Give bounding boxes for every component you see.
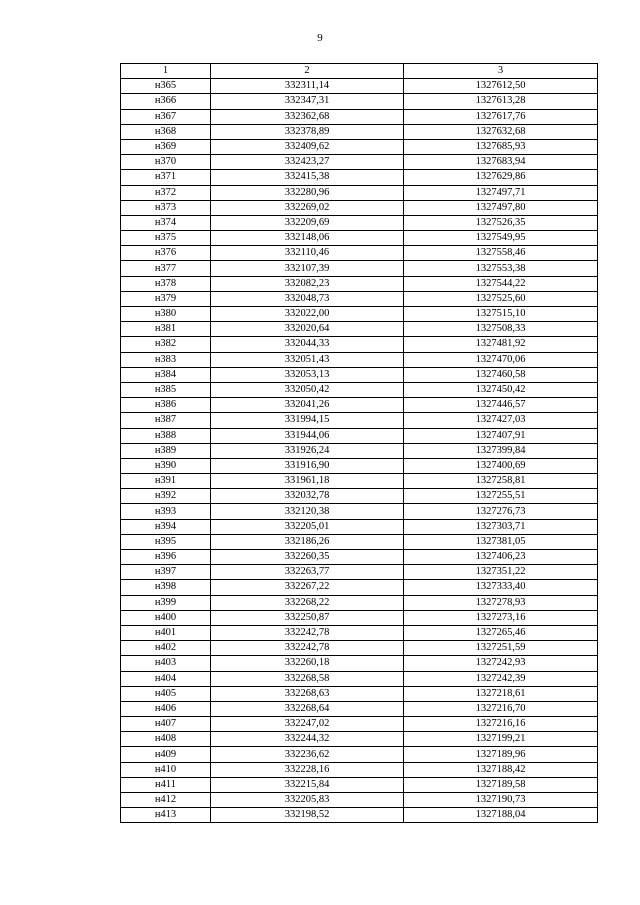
cell-x-coordinate: 332041,26 (211, 398, 404, 413)
cell-x-coordinate: 332268,22 (211, 595, 404, 610)
table-row (121, 139, 598, 154)
cell-x-coordinate: 332082,23 (211, 276, 404, 291)
cell-point-id: н377 (121, 261, 211, 276)
cell-point-id: н404 (121, 671, 211, 686)
cell-x-coordinate: 332378,89 (211, 124, 404, 139)
cell-x-coordinate: 332120,38 (211, 504, 404, 519)
cell-x-coordinate: 332269,02 (211, 200, 404, 215)
cell-y-coordinate: 1327242,93 (404, 656, 598, 671)
table-row (121, 109, 598, 124)
table-row (121, 261, 598, 276)
cell-x-coordinate: 332205,01 (211, 519, 404, 534)
cell-point-id: н393 (121, 504, 211, 519)
cell-y-coordinate: 1327399,84 (404, 443, 598, 458)
cell-y-coordinate: 1327400,69 (404, 458, 598, 473)
cell-point-id: н406 (121, 701, 211, 716)
cell-x-coordinate: 331926,24 (211, 443, 404, 458)
table-row (121, 94, 598, 109)
cell-x-coordinate: 332148,06 (211, 231, 404, 246)
coordinates-table (120, 63, 598, 823)
table-row (121, 534, 598, 549)
cell-point-id: н385 (121, 382, 211, 397)
cell-y-coordinate: 1327553,38 (404, 261, 598, 276)
table-row (121, 367, 598, 382)
table-row (121, 489, 598, 504)
cell-x-coordinate: 332242,78 (211, 625, 404, 640)
cell-y-coordinate: 1327276,73 (404, 504, 598, 519)
cell-point-id: н397 (121, 565, 211, 580)
cell-x-coordinate: 332263,77 (211, 565, 404, 580)
table-row (121, 686, 598, 701)
table-row (121, 155, 598, 170)
cell-x-coordinate: 332053,13 (211, 367, 404, 382)
cell-x-coordinate: 332250,87 (211, 610, 404, 625)
table-row (121, 337, 598, 352)
cell-y-coordinate: 1327199,21 (404, 732, 598, 747)
cell-x-coordinate: 332236,62 (211, 747, 404, 762)
cell-x-coordinate: 332260,35 (211, 550, 404, 565)
column-header-point: 1 (121, 64, 211, 79)
table-row (121, 413, 598, 428)
cell-x-coordinate: 332423,27 (211, 155, 404, 170)
cell-point-id: н398 (121, 580, 211, 595)
cell-x-coordinate: 332048,73 (211, 291, 404, 306)
cell-point-id: н369 (121, 139, 211, 154)
cell-point-id: н379 (121, 291, 211, 306)
cell-y-coordinate: 1327255,51 (404, 489, 598, 504)
cell-point-id: н413 (121, 808, 211, 823)
cell-x-coordinate: 332051,43 (211, 352, 404, 367)
cell-x-coordinate: 332244,32 (211, 732, 404, 747)
cell-y-coordinate: 1327258,81 (404, 474, 598, 489)
page-number: 9 (317, 32, 323, 44)
cell-x-coordinate: 332110,46 (211, 246, 404, 261)
cell-x-coordinate: 332268,58 (211, 671, 404, 686)
cell-point-id: н387 (121, 413, 211, 428)
cell-y-coordinate: 1327549,95 (404, 231, 598, 246)
cell-y-coordinate: 1327612,50 (404, 79, 598, 94)
table-row (121, 428, 598, 443)
cell-y-coordinate: 1327242,39 (404, 671, 598, 686)
table-row (121, 656, 598, 671)
cell-x-coordinate: 332247,02 (211, 717, 404, 732)
cell-point-id: н375 (121, 231, 211, 246)
table-row (121, 504, 598, 519)
cell-x-coordinate: 332205,83 (211, 793, 404, 808)
cell-point-id: н380 (121, 307, 211, 322)
cell-y-coordinate: 1327189,96 (404, 747, 598, 762)
cell-point-id: н373 (121, 200, 211, 215)
table-row (121, 291, 598, 306)
cell-x-coordinate: 332415,38 (211, 170, 404, 185)
table-row (121, 595, 598, 610)
cell-y-coordinate: 1327251,59 (404, 641, 598, 656)
table-row (121, 276, 598, 291)
cell-point-id: н405 (121, 686, 211, 701)
table-row (121, 747, 598, 762)
cell-y-coordinate: 1327351,22 (404, 565, 598, 580)
cell-point-id: н399 (121, 595, 211, 610)
cell-point-id: н384 (121, 367, 211, 382)
table-row (121, 398, 598, 413)
cell-y-coordinate: 1327481,92 (404, 337, 598, 352)
cell-y-coordinate: 1327497,71 (404, 185, 598, 200)
cell-y-coordinate: 1327632,68 (404, 124, 598, 139)
cell-y-coordinate: 1327470,06 (404, 352, 598, 367)
cell-y-coordinate: 1327617,76 (404, 109, 598, 124)
cell-x-coordinate: 332228,16 (211, 762, 404, 777)
cell-y-coordinate: 1327450,42 (404, 382, 598, 397)
cell-point-id: н412 (121, 793, 211, 808)
cell-x-coordinate: 332362,68 (211, 109, 404, 124)
cell-x-coordinate: 332268,64 (211, 701, 404, 716)
cell-x-coordinate: 332186,26 (211, 534, 404, 549)
cell-y-coordinate: 1327273,16 (404, 610, 598, 625)
cell-x-coordinate: 332409,62 (211, 139, 404, 154)
cell-y-coordinate: 1327265,46 (404, 625, 598, 640)
table-row (121, 79, 598, 94)
cell-x-coordinate: 332268,63 (211, 686, 404, 701)
cell-point-id: н388 (121, 428, 211, 443)
cell-y-coordinate: 1327407,91 (404, 428, 598, 443)
cell-point-id: н410 (121, 762, 211, 777)
cell-point-id: н367 (121, 109, 211, 124)
table-row (121, 458, 598, 473)
cell-point-id: н372 (121, 185, 211, 200)
cell-y-coordinate: 1327508,33 (404, 322, 598, 337)
table-row (121, 231, 598, 246)
table-row (121, 762, 598, 777)
table-row (121, 793, 598, 808)
cell-point-id: н365 (121, 79, 211, 94)
cell-y-coordinate: 1327188,04 (404, 808, 598, 823)
cell-y-coordinate: 1327406,23 (404, 550, 598, 565)
table-row (121, 215, 598, 230)
cell-y-coordinate: 1327333,40 (404, 580, 598, 595)
table-row (121, 808, 598, 823)
table-row (121, 519, 598, 534)
cell-y-coordinate: 1327216,16 (404, 717, 598, 732)
cell-x-coordinate: 332032,78 (211, 489, 404, 504)
cell-x-coordinate: 332022,00 (211, 307, 404, 322)
cell-point-id: н378 (121, 276, 211, 291)
cell-y-coordinate: 1327515,10 (404, 307, 598, 322)
cell-point-id: н370 (121, 155, 211, 170)
cell-y-coordinate: 1327685,93 (404, 139, 598, 154)
cell-x-coordinate: 332044,33 (211, 337, 404, 352)
cell-point-id: н401 (121, 625, 211, 640)
table-row (121, 124, 598, 139)
cell-point-id: н411 (121, 777, 211, 792)
column-header-x: 2 (211, 64, 404, 79)
cell-x-coordinate: 332311,14 (211, 79, 404, 94)
table-row (121, 474, 598, 489)
table-row (121, 732, 598, 747)
column-header-y: 3 (404, 64, 598, 79)
cell-y-coordinate: 1327613,28 (404, 94, 598, 109)
cell-y-coordinate: 1327278,93 (404, 595, 598, 610)
cell-point-id: н409 (121, 747, 211, 762)
table-row (121, 671, 598, 686)
cell-point-id: н386 (121, 398, 211, 413)
cell-y-coordinate: 1327218,61 (404, 686, 598, 701)
table-row (121, 200, 598, 215)
cell-y-coordinate: 1327629,86 (404, 170, 598, 185)
cell-x-coordinate: 332215,84 (211, 777, 404, 792)
cell-y-coordinate: 1327188,42 (404, 762, 598, 777)
cell-y-coordinate: 1327303,71 (404, 519, 598, 534)
cell-point-id: н394 (121, 519, 211, 534)
cell-y-coordinate: 1327381,05 (404, 534, 598, 549)
table-row (121, 610, 598, 625)
cell-point-id: н390 (121, 458, 211, 473)
cell-point-id: н383 (121, 352, 211, 367)
cell-x-coordinate: 332260,18 (211, 656, 404, 671)
cell-y-coordinate: 1327525,60 (404, 291, 598, 306)
cell-point-id: н381 (121, 322, 211, 337)
cell-point-id: н368 (121, 124, 211, 139)
table-row (121, 382, 598, 397)
cell-point-id: н376 (121, 246, 211, 261)
cell-point-id: н366 (121, 94, 211, 109)
cell-y-coordinate: 1327190,73 (404, 793, 598, 808)
table-row (121, 550, 598, 565)
cell-point-id: н407 (121, 717, 211, 732)
cell-point-id: н395 (121, 534, 211, 549)
cell-x-coordinate: 331961,18 (211, 474, 404, 489)
table-row (121, 580, 598, 595)
table-row (121, 777, 598, 792)
table-row (121, 322, 598, 337)
cell-x-coordinate: 332198,52 (211, 808, 404, 823)
cell-point-id: н402 (121, 641, 211, 656)
cell-y-coordinate: 1327683,94 (404, 155, 598, 170)
cell-y-coordinate: 1327558,46 (404, 246, 598, 261)
table-row (121, 641, 598, 656)
table-row (121, 246, 598, 261)
cell-x-coordinate: 332020,64 (211, 322, 404, 337)
table-row (121, 717, 598, 732)
cell-x-coordinate: 332242,78 (211, 641, 404, 656)
cell-x-coordinate: 332107,39 (211, 261, 404, 276)
cell-y-coordinate: 1327460,58 (404, 367, 598, 382)
cell-point-id: н408 (121, 732, 211, 747)
table-row (121, 170, 598, 185)
cell-point-id: н371 (121, 170, 211, 185)
cell-x-coordinate: 331994,15 (211, 413, 404, 428)
cell-y-coordinate: 1327544,22 (404, 276, 598, 291)
cell-point-id: н389 (121, 443, 211, 458)
table-row (121, 625, 598, 640)
header-row (121, 64, 598, 79)
table-row (121, 185, 598, 200)
cell-x-coordinate: 331916,90 (211, 458, 404, 473)
cell-y-coordinate: 1327427,03 (404, 413, 598, 428)
table-row (121, 352, 598, 367)
table-body (121, 79, 598, 823)
table-row (121, 701, 598, 716)
cell-y-coordinate: 1327497,80 (404, 200, 598, 215)
cell-x-coordinate: 331944,06 (211, 428, 404, 443)
table-row (121, 307, 598, 322)
cell-y-coordinate: 1327189,58 (404, 777, 598, 792)
cell-point-id: н396 (121, 550, 211, 565)
cell-x-coordinate: 332280,96 (211, 185, 404, 200)
cell-point-id: н382 (121, 337, 211, 352)
table-row (121, 565, 598, 580)
table-row (121, 443, 598, 458)
cell-x-coordinate: 332267,22 (211, 580, 404, 595)
cell-x-coordinate: 332347,31 (211, 94, 404, 109)
cell-point-id: н391 (121, 474, 211, 489)
cell-point-id: н403 (121, 656, 211, 671)
cell-y-coordinate: 1327446,57 (404, 398, 598, 413)
cell-x-coordinate: 332050,42 (211, 382, 404, 397)
cell-point-id: н374 (121, 215, 211, 230)
cell-point-id: н400 (121, 610, 211, 625)
cell-y-coordinate: 1327216,70 (404, 701, 598, 716)
cell-x-coordinate: 332209,69 (211, 215, 404, 230)
cell-y-coordinate: 1327526,35 (404, 215, 598, 230)
cell-point-id: н392 (121, 489, 211, 504)
